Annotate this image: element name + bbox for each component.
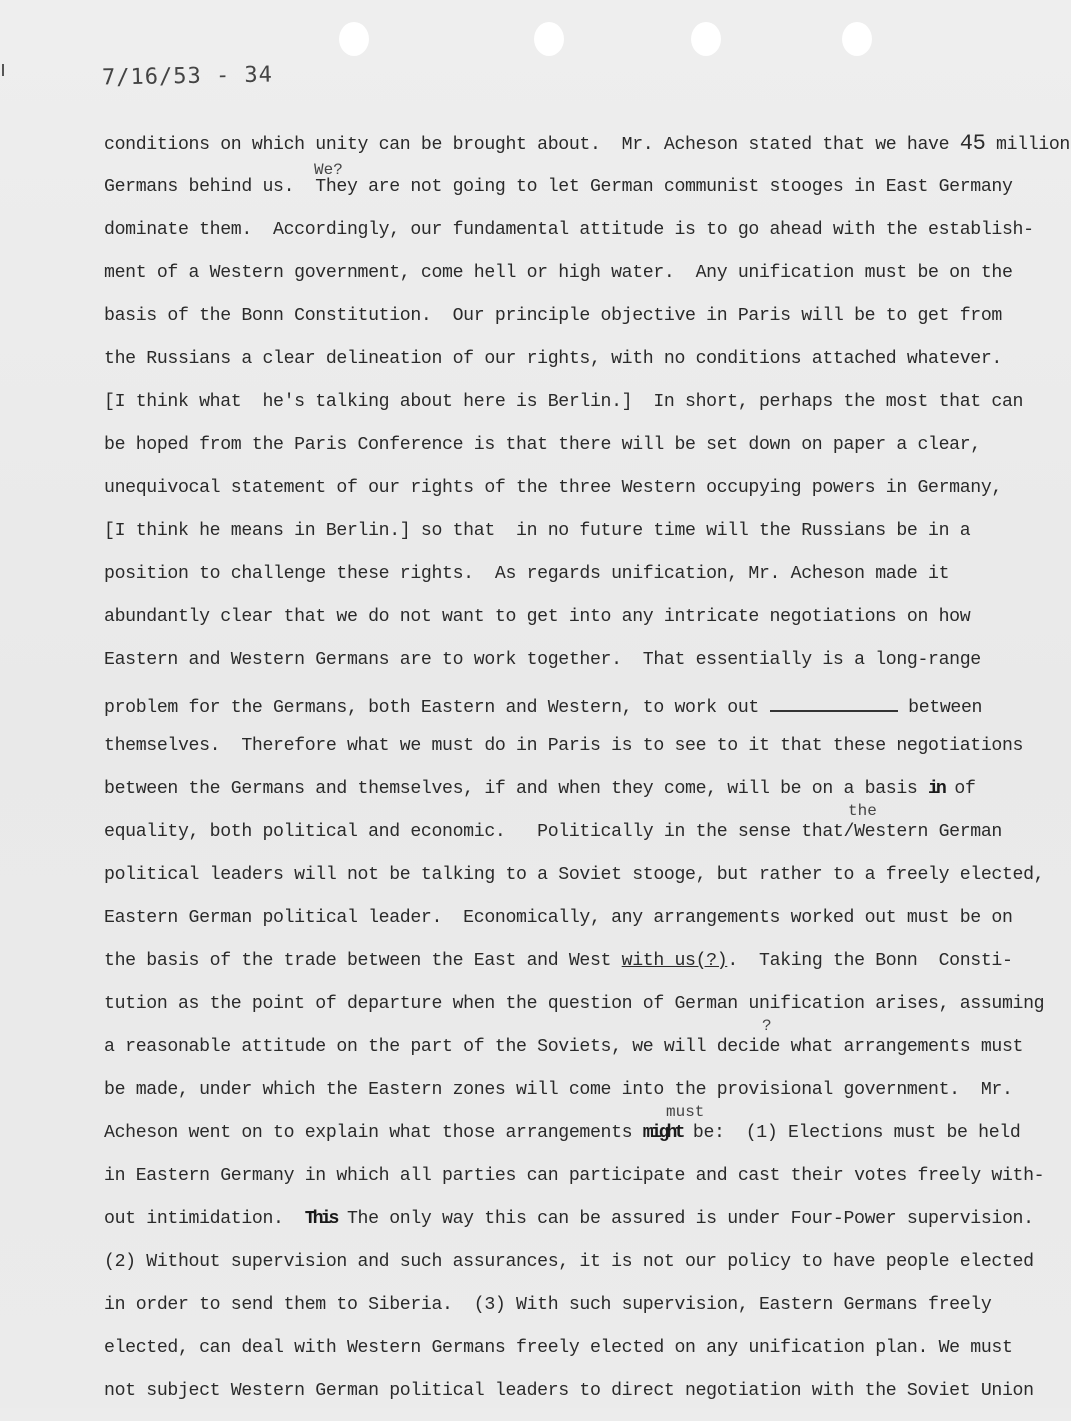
text-line-7: [I think what he's talking about here is Berlin.] In short, perhaps the most that can [104, 392, 1024, 412]
struck-word: in [928, 779, 944, 799]
punch-hole-1 [339, 22, 369, 56]
punch-hole-2 [534, 22, 564, 56]
text-line-23: be made, under which the Eastern zones will come into the provisional government. Mr. [104, 1080, 1013, 1100]
text-line-4: ment of a Western government, come hell or high water. Any unification must be on the [104, 263, 1013, 283]
text-line-3: dominate them. Accordingly, our fundamental attitude is to go ahead with the establish- [104, 220, 1034, 240]
text-line-15: themselves. Therefore what we must do in Paris is to see to it that these negotiations [104, 736, 1024, 756]
text-line-12: abundantly clear that we do not want to get into any intricate negotiations on how [104, 607, 971, 627]
text-line-6: the Russians a clear delineation of our rights, with no conditions attached whatever. [104, 349, 1002, 369]
number-45: 45 [959, 131, 986, 156]
page-reference: 7/16/53 - 34 [101, 62, 274, 91]
edge-mark [2, 64, 4, 76]
text-line-26: out intimidation. This The only way this can be assured is under Four-Power supervision. [104, 1209, 1034, 1229]
body-text [104, 131, 1070, 1421]
text-line-28: in order to send them to Siberia. (3) With such supervision, Eastern Germans freely [104, 1295, 992, 1315]
text-line-16: between the Germans and themselves, if and when they come, will be on a basis in of [104, 779, 976, 799]
blank-underline [770, 690, 898, 712]
text-line-27: (2) Without supervision and such assurances, it is not our policy to have people elected [104, 1252, 1034, 1272]
text-line-21: tution as the point of departure when the question of German unification arises, assuming [104, 994, 1045, 1014]
text-line-29: elected, can deal with Western Germans freely elected on any unification plan. We must [104, 1338, 1013, 1358]
interlinear-the: the [848, 802, 877, 820]
struck-word: might [642, 1123, 683, 1143]
text-line-13: Eastern and Western Germans are to work together. That essentially is a long-range [104, 650, 981, 670]
interlinear-question: ? [762, 1017, 772, 1035]
text-line-24: Acheson went on to explain what those arrangements might be: (1) Elections must be held [104, 1123, 1021, 1143]
text-line-18: political leaders will not be talking to a Soviet stooge, but rather to a freely elected, [104, 865, 1045, 885]
text-line-17: equality, both political and economic. Politically in the sense that/Western German [104, 822, 1002, 842]
text-line-1: conditions on which unity can be brought about. Mr. Acheson stated that we have 45 million [104, 131, 1070, 156]
text-line-19: Eastern German political leader. Economically, any arrangements worked out must be on [104, 908, 1013, 928]
text-line-10: [I think he means in Berlin.] so that in no future time will the Russians be in a [104, 521, 971, 541]
interlinear-we: We? [314, 161, 343, 179]
text-line-11: position to challenge these rights. As regards unification, Mr. Acheson made it [104, 564, 950, 584]
text-line-25: in Eastern Germany in which all parties can participate and cast their votes freely with- [104, 1166, 1045, 1186]
text-line-9: unequivocal statement of our rights of the three Western occupying powers in Germany, [104, 478, 1002, 498]
text-line-20: the basis of the trade between the East and West with us(?). Taking the Bonn Consti- [104, 951, 1013, 971]
punch-hole-4 [842, 22, 872, 56]
struck-word: This [304, 1209, 337, 1229]
text-line-30: not subject Western German political leaders to direct negotiation with the Soviet Union [104, 1381, 1034, 1401]
interlinear-must: must [666, 1103, 705, 1121]
text-line-8: be hoped from the Paris Conference is that there will be set down on paper a clear, [104, 435, 981, 455]
underlined-phrase: with us(?) [621, 951, 728, 971]
text-line-14: problem for the Germans, both Eastern and Western, to work out between [104, 690, 1054, 733]
punch-hole-3 [691, 22, 721, 56]
text-line-22: a reasonable attitude on the part of the Soviets, we will decide what arrangements must [104, 1037, 1024, 1057]
text-line-5: basis of the Bonn Constitution. Our principle objective in Paris will be to get from [104, 306, 1002, 326]
text-line-2: Germans behind us. They are not going to let German communist stooges in East Germany [104, 177, 1013, 197]
